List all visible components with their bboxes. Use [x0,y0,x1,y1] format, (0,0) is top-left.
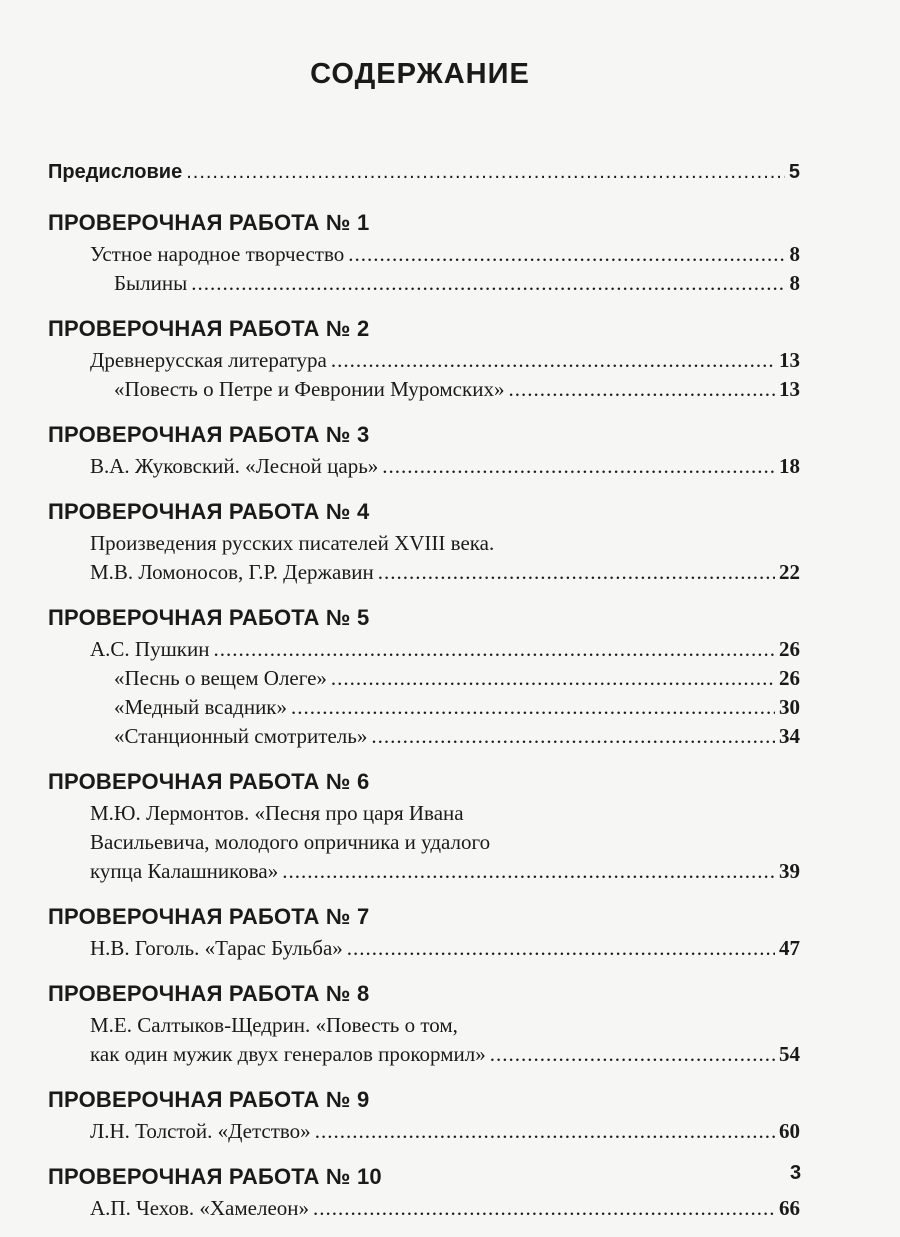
leader-dots [382,452,775,481]
toc-entry-label: «Станционный смотритель» [114,724,368,748]
toc-entry-page: 34 [779,724,800,748]
toc-section [48,206,800,312]
toc-entry [48,558,800,587]
toc-entry-label: купца Калашникова» [90,859,279,883]
leader-dots [313,1194,775,1223]
toc-section [48,900,800,977]
toc-entry-label: Н.В. Гоголь. «Тарас Бульба» [90,936,343,960]
page-title: СОДЕРЖАНИЕ [310,58,530,90]
section-heading: ПРОВЕРОЧНАЯ РАБОТА № 2 [48,316,370,341]
toc-entry-page: 54 [779,1042,800,1066]
toc-section [48,418,800,495]
toc-entry-label: М.В. Ломоносов, Г.Р. Державин [90,560,374,584]
toc-entry-label: Предисловие [48,161,183,183]
section-heading: ПРОВЕРОЧНАЯ РАБОТА № 6 [48,769,370,794]
toc-section [48,1083,800,1160]
toc-entry [48,857,800,886]
toc-entry [48,693,800,722]
toc-section [48,1160,800,1237]
toc-section [48,977,800,1083]
spacer [48,751,800,765]
spacer [48,1223,800,1237]
toc-entry [48,346,800,375]
toc-entry-page: 47 [779,936,800,960]
toc-entry-text: М.Е. Салтыков-Щедрин. «Повесть о том, [90,1013,458,1037]
page-number: 3 [790,1162,802,1184]
section-heading: ПРОВЕРОЧНАЯ РАБОТА № 7 [48,904,370,929]
toc-entry-label: Устное народное творчество [90,242,345,266]
toc-entry-label: А.П. Чехов. «Хамелеон» [90,1196,310,1220]
leader-dots [291,693,775,722]
spacer [48,481,800,495]
toc-entry-label: В.А. Жуковский. «Лесной царь» [90,454,379,478]
section-heading: ПРОВЕРОЧНАЯ РАБОТА № 8 [48,981,370,1006]
toc-entry-page: 26 [779,666,800,690]
leader-dots [191,269,785,298]
section-heading: ПРОВЕРОЧНАЯ РАБОТА № 3 [48,422,370,447]
spacer [48,192,800,206]
toc-entry [48,240,800,269]
toc-entry [48,375,800,404]
toc-section [48,312,800,418]
toc-entry [48,934,800,963]
spacer [48,1146,800,1160]
toc-entry-label: Былины [114,271,188,295]
toc-entry-page: 30 [779,695,800,719]
toc-entry-label: А.С. Пушкин [90,637,210,661]
table-of-contents [48,152,800,1237]
toc-entry [48,269,800,298]
toc-entry-preface [48,152,800,192]
spacer [48,298,800,312]
toc-entry [48,635,800,664]
leader-dots [315,1117,775,1146]
leader-dots [371,722,775,751]
leader-dots [348,240,785,269]
toc-entry [48,1040,800,1069]
leader-dots [378,558,775,587]
toc-entry-label: Древнерусская литература [90,348,327,372]
toc-entry [48,664,800,693]
section-heading: ПРОВЕРОЧНАЯ РАБОТА № 4 [48,499,370,524]
toc-entry-label: «Медный всадник» [114,695,288,719]
toc-entry-page: 22 [779,560,800,584]
spacer [48,404,800,418]
section-heading: ПРОВЕРОЧНАЯ РАБОТА № 10 [48,1164,382,1189]
toc-entry-text: Произведения русских писателей XVIII века. [90,531,495,555]
toc-entry-label: Л.Н. Толстой. «Детство» [90,1119,311,1143]
leader-dots [213,635,775,664]
toc-entry [48,1194,800,1223]
toc-entry-page: 13 [779,348,800,372]
spacer [48,886,800,900]
leader-dots [282,857,775,886]
spacer [48,587,800,601]
toc-entry-page: 8 [789,271,800,295]
toc-section [48,495,800,601]
leader-dots [347,934,775,963]
spacer [48,963,800,977]
toc-entry-label: как один мужик двух генералов прокормил» [90,1042,486,1066]
toc-entry-page: 8 [789,242,800,266]
toc-entry-page: 60 [779,1119,800,1143]
leader-dots [186,152,785,192]
toc-section [48,601,800,765]
toc-sections [48,206,800,1237]
section-heading: ПРОВЕРОЧНАЯ РАБОТА № 9 [48,1087,370,1112]
section-heading: ПРОВЕРОЧНАЯ РАБОТА № 1 [48,210,370,235]
toc-entry-page: 26 [779,637,800,661]
toc-entry-label: «Песнь о вещем Олеге» [114,666,327,690]
leader-dots [331,664,775,693]
section-heading: ПРОВЕРОЧНАЯ РАБОТА № 5 [48,605,370,630]
toc-entry-page: 66 [779,1196,800,1220]
toc-section [48,765,800,900]
toc-entry [48,722,800,751]
spacer [48,1069,800,1083]
toc-entry [48,452,800,481]
toc-entry-page: 13 [779,377,800,401]
toc-entry-page: 18 [779,454,800,478]
toc-entry-text: Васильевича, молодого опричника и удалого [90,830,491,854]
toc-entry [48,1117,800,1146]
leader-dots [490,1040,775,1069]
toc-entry-page: 5 [788,161,800,183]
toc-entry-page: 39 [779,859,800,883]
toc-entry-label: «Повесть о Петре и Февронии Муромских» [114,377,505,401]
toc-entry-text: М.Ю. Лермонтов. «Песня про царя Ивана [90,801,464,825]
leader-dots [331,346,775,375]
leader-dots [508,375,775,404]
